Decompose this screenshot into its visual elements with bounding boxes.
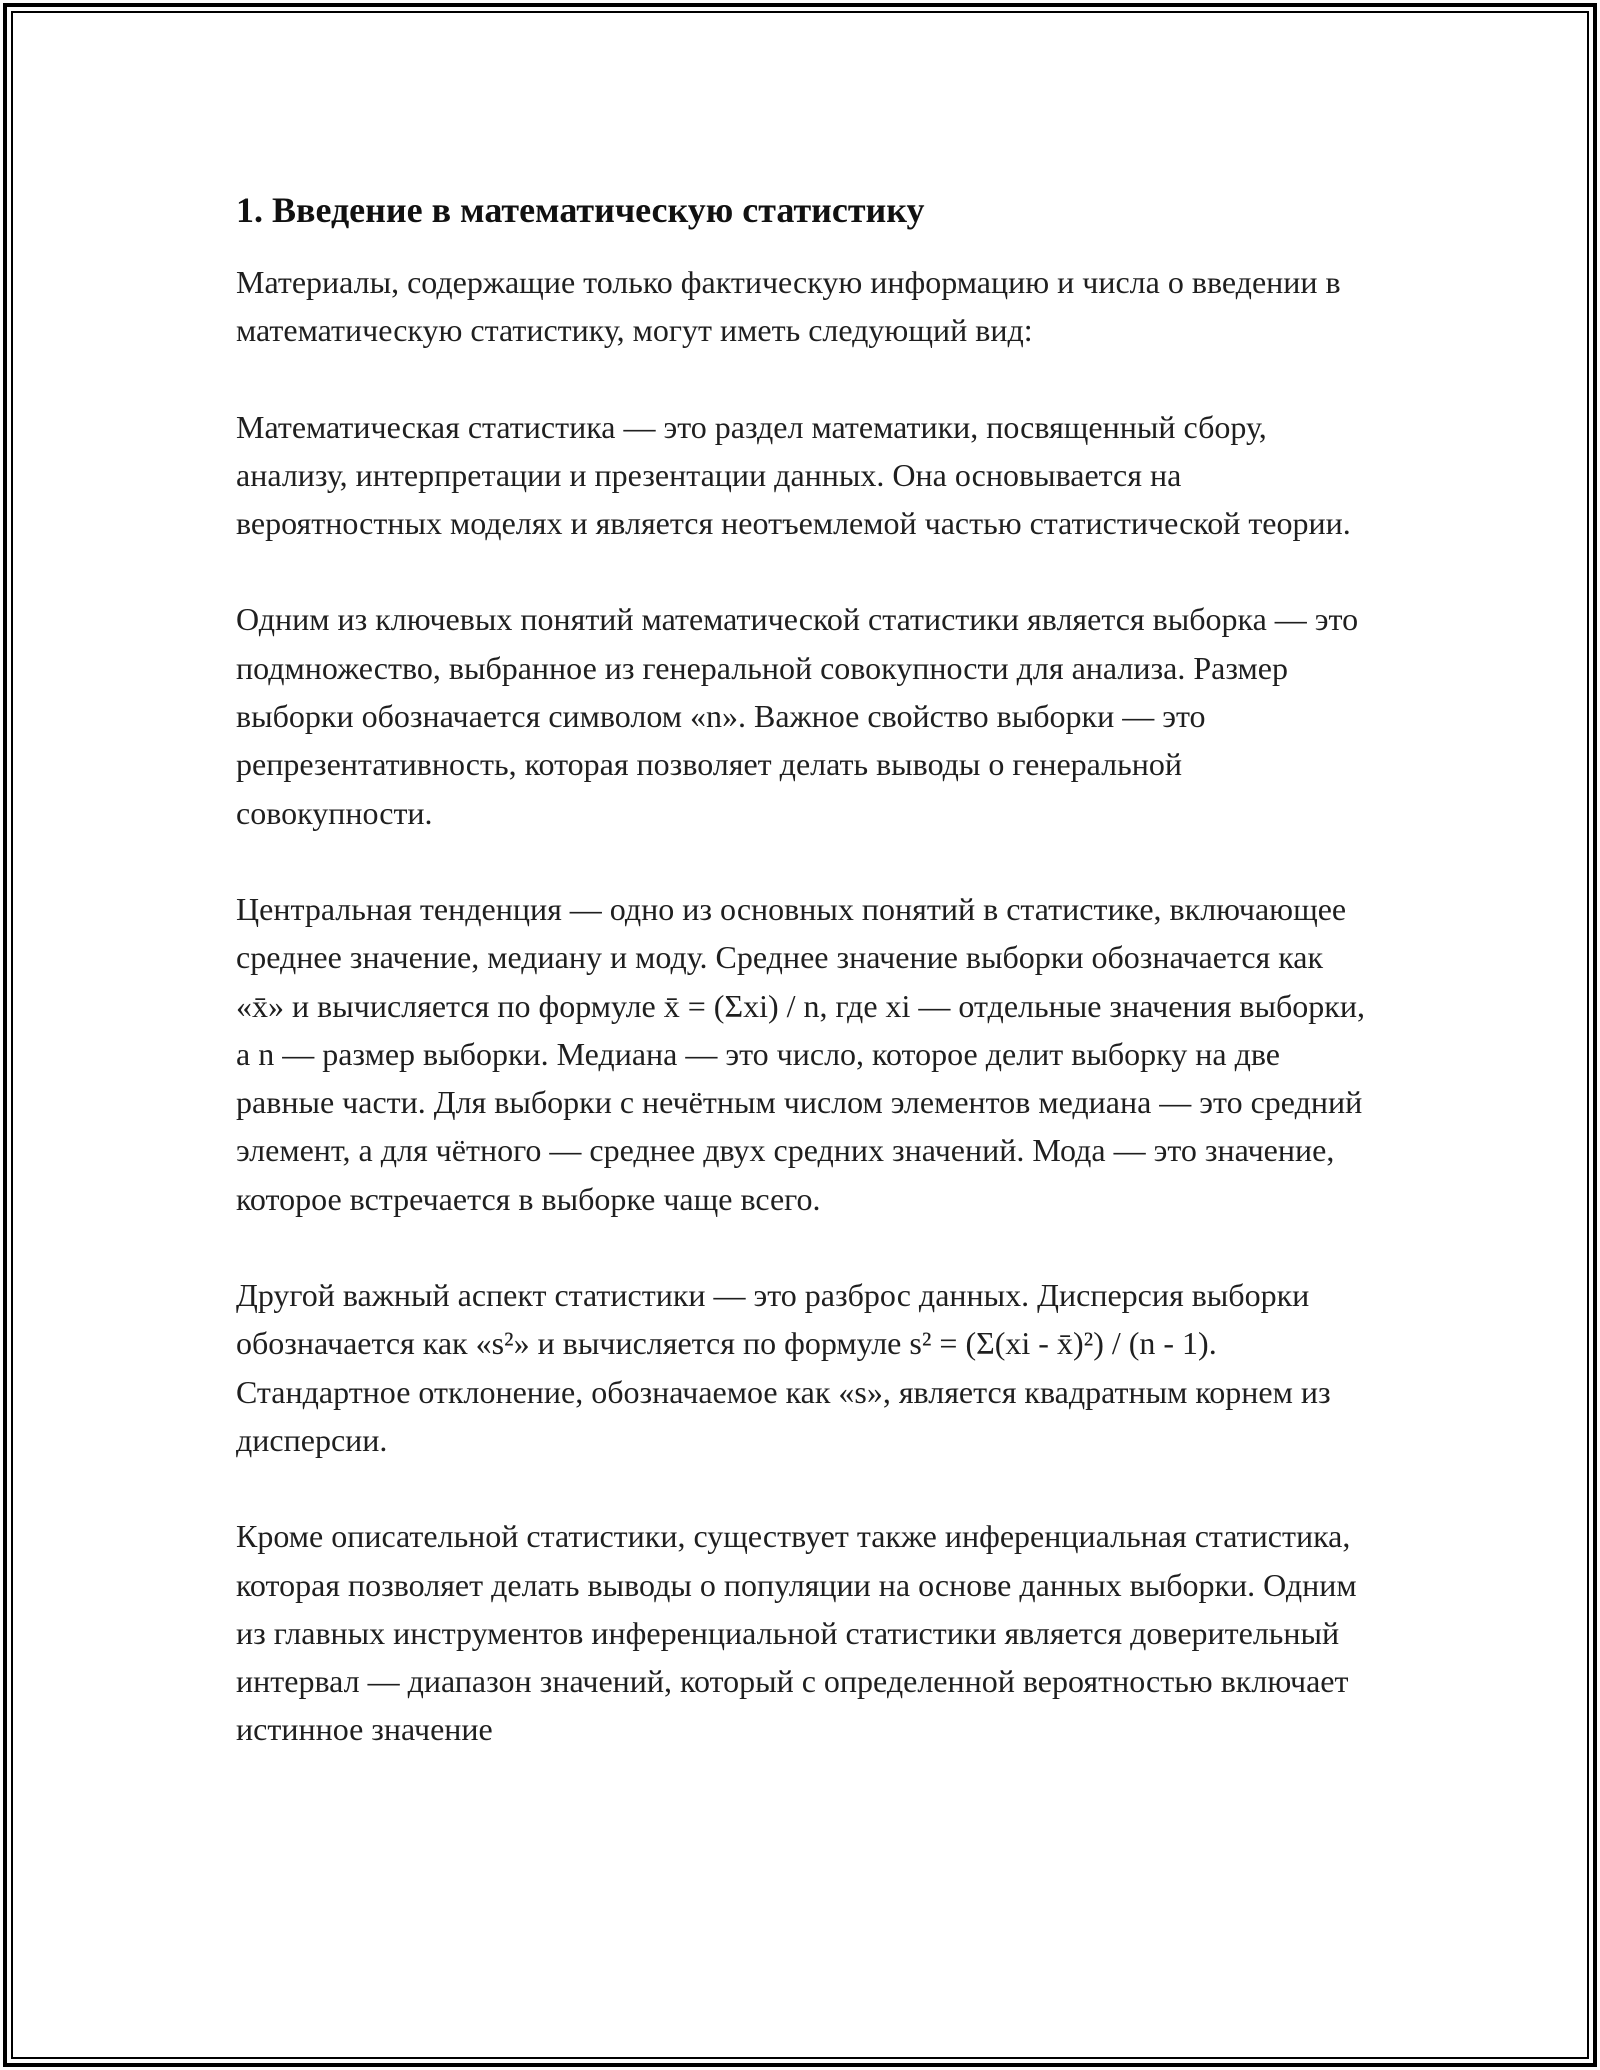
sample-paragraph: Одним из ключевых понятий математической статистики является выборка — это подмножество, выбранное из генеральной совокупности для анализа. Размер выборки обозначается символом «n». Важное свойство выборки — это репрезентативность, которая позволяет делать выводы о генеральной совокупности.: [236, 601, 1359, 831]
inferential-paragraph: Кроме описательной статистики, существует также инференциальная статистика, которая позволяет делать выводы о популяции на основе данных выборки. Одним из главных инструментов инференциальной статистики является доверительный интервал — диапазон значений, который с определенной вероятностью включает истинное значение: [236, 1518, 1357, 1748]
intro-paragraph: Материалы, содержащие только фактическую информацию и числа о введении в математическую статистику, могут иметь следующий вид:: [236, 264, 1341, 349]
dispersion-paragraph: Другой важный аспект статистики — это разброс данных. Дисперсия выборки обозначается как «s²» и вычисляется по формуле s² = (Σ(xi - x̄)²) / (n - 1). Стандартное отклонение, обозначаемое как «s», является квадратным корнем из дисперсии.: [236, 1277, 1331, 1458]
section-heading: 1. Введение в математическую статистику: [236, 190, 925, 230]
document-body: [236, 186, 1366, 1802]
definition-paragraph: Математическая статистика — это раздел математики, посвященный сбору, анализу, интерпретации и презентации данных. Она основывается на вероятностных моделях и является неотъемлемой частью статистической теории.: [236, 408, 1351, 542]
central-tendency-paragraph: Центральная тенденция — одно из основных понятий в статистике, включающее среднее значение, медиану и моду. Среднее значение выборки обозначается как «x̄» и вычисляется по формуле x̄ = (Σxi) / n, где xi — отдельные значения выборки, а n — размер выборки. Медиана — это число, которое делит выборку на две равные части. Для выборки с нечётным числом элементов медиана — это средний элемент, а для чётного — среднее двух средних значений. Мода — это значение, которое встречается в выборке чаще всего.: [236, 890, 1365, 1217]
